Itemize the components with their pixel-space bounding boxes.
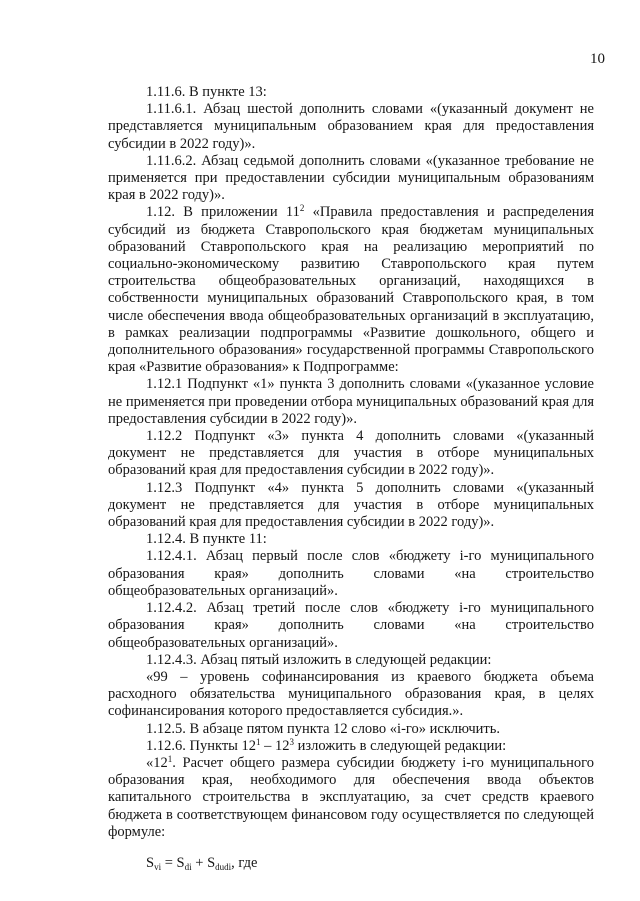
- paragraph-1-12-4-2: 1.12.4.2. Абзац третий после слов «бюджету i-го муниципального образования края» дополнить словами «на строительство общеобразовательных организаций».: [108, 600, 594, 651]
- paragraph-1-11-6-1: 1.11.6.1. Абзац шестой дополнить словами «(указанный документ не представляется муниципальным образованием края для предоставления субсидии в 2022 году)».: [108, 101, 594, 152]
- paragraph-1-12-4: 1.12.4. В пункте 11:: [146, 531, 267, 548]
- subsidy-formula: $S_{vi} = S_{di} + S_{dudi}$, где: [146, 854, 258, 872]
- paragraph-1-11-6: 1.11.6. В пункте 13:: [146, 84, 267, 100]
- paragraph-1-12-1: 1.12.1 Подпункт «1» пункта 3 дополнить словами «(указанное условие не применяется при проведении отбора муниципальных образований края для предоставления субсидии в 2022 году)».: [108, 376, 594, 427]
- paragraph-1-12-4-1: 1.12.4.1. Абзац первый после слов «бюджету i-го муниципального образования края» дополнить словами «на строительство общеобразовательных организаций».: [108, 548, 594, 599]
- paragraph-1-12-5: 1.12.5. В абзаце пятом пункта 12 слово «i-го» исключить.: [146, 720, 501, 737]
- paragraph-1-12-4-3: 1.12.4.3. Абзац пятый изложить в следующей редакции:: [146, 651, 492, 668]
- paragraph-12-1: «$12^1$. Расчет общего размера субсидии бюджету i-го муниципального образования края, необходимого для обеспечения ввода объектов капитального строительства в эксплуатацию, за счет средств краевого бюджета в соответствующем финансовом году осуществляется по следующей формуле:: [108, 753, 594, 840]
- document-body: [108, 84, 594, 872]
- paragraph-quote-99: «99 – уровень софинансирования из краевого бюджета объема расходного обязательства муниципального образования края, в целях софинансирования которого предоставляется субсидия.».: [108, 668, 594, 720]
- paragraph-1-12-6: 1.12.6. Пункты $12^1 - 12^3$ изложить в следующей редакции:: [146, 736, 507, 754]
- paragraph-1-12-3: 1.12.3 Подпункт «4» пункта 5 дополнить словами «(указанный документ не представляется для участия в отборе муниципальных образований края для предоставления субсидии в 2022 году)».: [108, 479, 594, 531]
- paragraph-1-12-2: 1.12.2 Подпункт «3» пункта 4 дополнить словами «(указанный документ не представляется для участия в отборе муниципальных образований края для предоставления субсидии в 2022 году)».: [108, 428, 594, 479]
- paragraph-1-11-6-2: 1.11.6.2. Абзац седьмой дополнить словами «(указанное требование не применяется при предоставлении субсидии муниципальным образованиям края в 2022 году)».: [108, 152, 594, 204]
- page-number: 10: [590, 51, 605, 67]
- paragraph-1-12: 1.12. В приложении $11^2$ «Правила предоставления и распределения субсидий из бюджета Ставропольского края бюджетам муниципальных образований Ставропольского края на реализацию мероприятий по социально-экономическому развитию Ставропольского края путем строительства общеобразовательных организаций, находящихся в собственности муниципальных образований Ставропольского края, в том числе обеспечения ввода общеобразовательных организаций в эксплуатацию, в рамках реализации подпрограммы «Развитие дошкольного, общего и дополнительного образования» государственной программы Ставропольского края «Развитие образования» к Подпрограмме:: [108, 203, 595, 376]
